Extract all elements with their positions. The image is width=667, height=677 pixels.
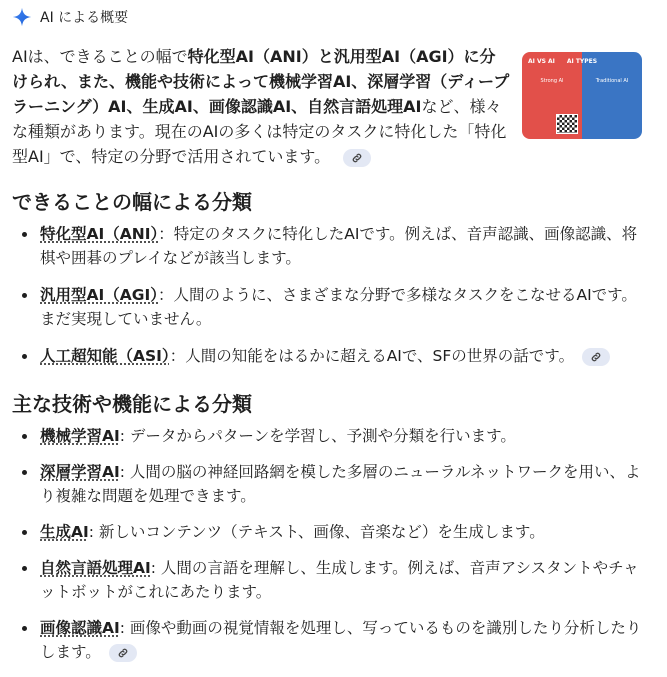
item-text: : 人間の言語を理解し、生成します。例えば、音声アシスタントやチャットボットがこれにあたります。 <box>40 559 639 601</box>
thumbnail-right-panel <box>566 52 642 139</box>
list-item <box>12 556 642 604</box>
term-link[interactable]: 機械学習AI <box>40 427 120 445</box>
thumbnail-right-sub: Traditional AI <box>595 78 629 84</box>
item-text: : 人間の脳の神経回路網を模した多層のニューラルネットワークを用い、より複雑な問題を処理できます。 <box>40 463 641 505</box>
intro-text-2: など、様々な種類があります。現在のAIの多くは特定のタスクに特化した「特化型AI」で、特定の分野で活用されています。 <box>12 97 507 166</box>
item-text: : データからパターンを学習し、予測や分類を行います。 <box>119 427 516 445</box>
thumbnail-left-sub: Strong AI <box>540 78 564 84</box>
section-heading-technology: 主な技術や機能による分類 <box>12 392 252 416</box>
list-item <box>12 283 642 331</box>
sparkle-icon <box>12 7 32 27</box>
source-link-button[interactable] <box>343 149 371 167</box>
thumbnail-left-panel <box>522 52 582 139</box>
list-item <box>12 460 642 508</box>
term-link[interactable]: 深層学習AI <box>40 463 120 481</box>
link-icon <box>590 351 602 363</box>
ai-types-thumbnail[interactable] <box>522 52 642 139</box>
list-item <box>12 222 642 270</box>
item-text: : 画像や動画の視覚情報を処理し、写っているものを識別したり分析したりします。 <box>40 619 642 661</box>
list-item <box>12 520 642 544</box>
list-item <box>12 424 642 448</box>
ai-overview-header <box>12 6 128 28</box>
link-icon <box>351 152 363 164</box>
chessboard-image <box>556 114 578 134</box>
intro-text-1: AIは、できることの幅で <box>12 47 188 66</box>
term-link[interactable]: 自然言語処理AI <box>40 559 151 577</box>
capability-list <box>12 222 642 368</box>
thumbnail-left-title: AI VS AI <box>528 58 555 65</box>
link-icon <box>117 647 129 659</box>
section-heading-capability: できることの幅による分類 <box>12 190 252 214</box>
term-link[interactable]: 特化型AI（ANI） <box>40 225 159 243</box>
thumbnail-center-title: AI TYPES <box>566 58 598 65</box>
intro-bold: 特化型AI（ANI）と汎用型AI（AGI）に分けられ、また、機能や技術によって機械学習AI、深層学習（ディープラーニング）AI、生成AI、画像認識AI、自然言語処理AI <box>12 47 510 116</box>
source-link-button[interactable] <box>109 644 137 662</box>
term-link[interactable]: 画像認識AI <box>40 619 120 637</box>
list-item <box>12 344 642 368</box>
term-link[interactable]: 汎用型AI（AGI） <box>40 286 158 304</box>
technology-list <box>12 424 642 664</box>
item-text: : 新しいコンテンツ（テキスト、画像、音楽など）を生成します。 <box>88 523 545 541</box>
source-link-button[interactable] <box>582 348 610 366</box>
header-title: AI による概要 <box>40 10 129 26</box>
item-text: ：特定のタスクに特化したAIです。例えば、音声認識、画像認識、将棋や囲碁のプレイなどが該当します。 <box>40 225 638 267</box>
list-item <box>12 616 642 664</box>
item-text: ：人間の知能をはるかに超えるAIで、SFの世界の話です。 <box>169 347 575 365</box>
intro-paragraph <box>12 44 510 169</box>
item-text: ：人間のように、さまざまな分野で多様なタスクをこなせるAIです。まだ実現していません。 <box>40 286 637 328</box>
term-link[interactable]: 人工超知能（ASI） <box>40 347 170 365</box>
term-link[interactable]: 生成AI <box>40 523 89 541</box>
